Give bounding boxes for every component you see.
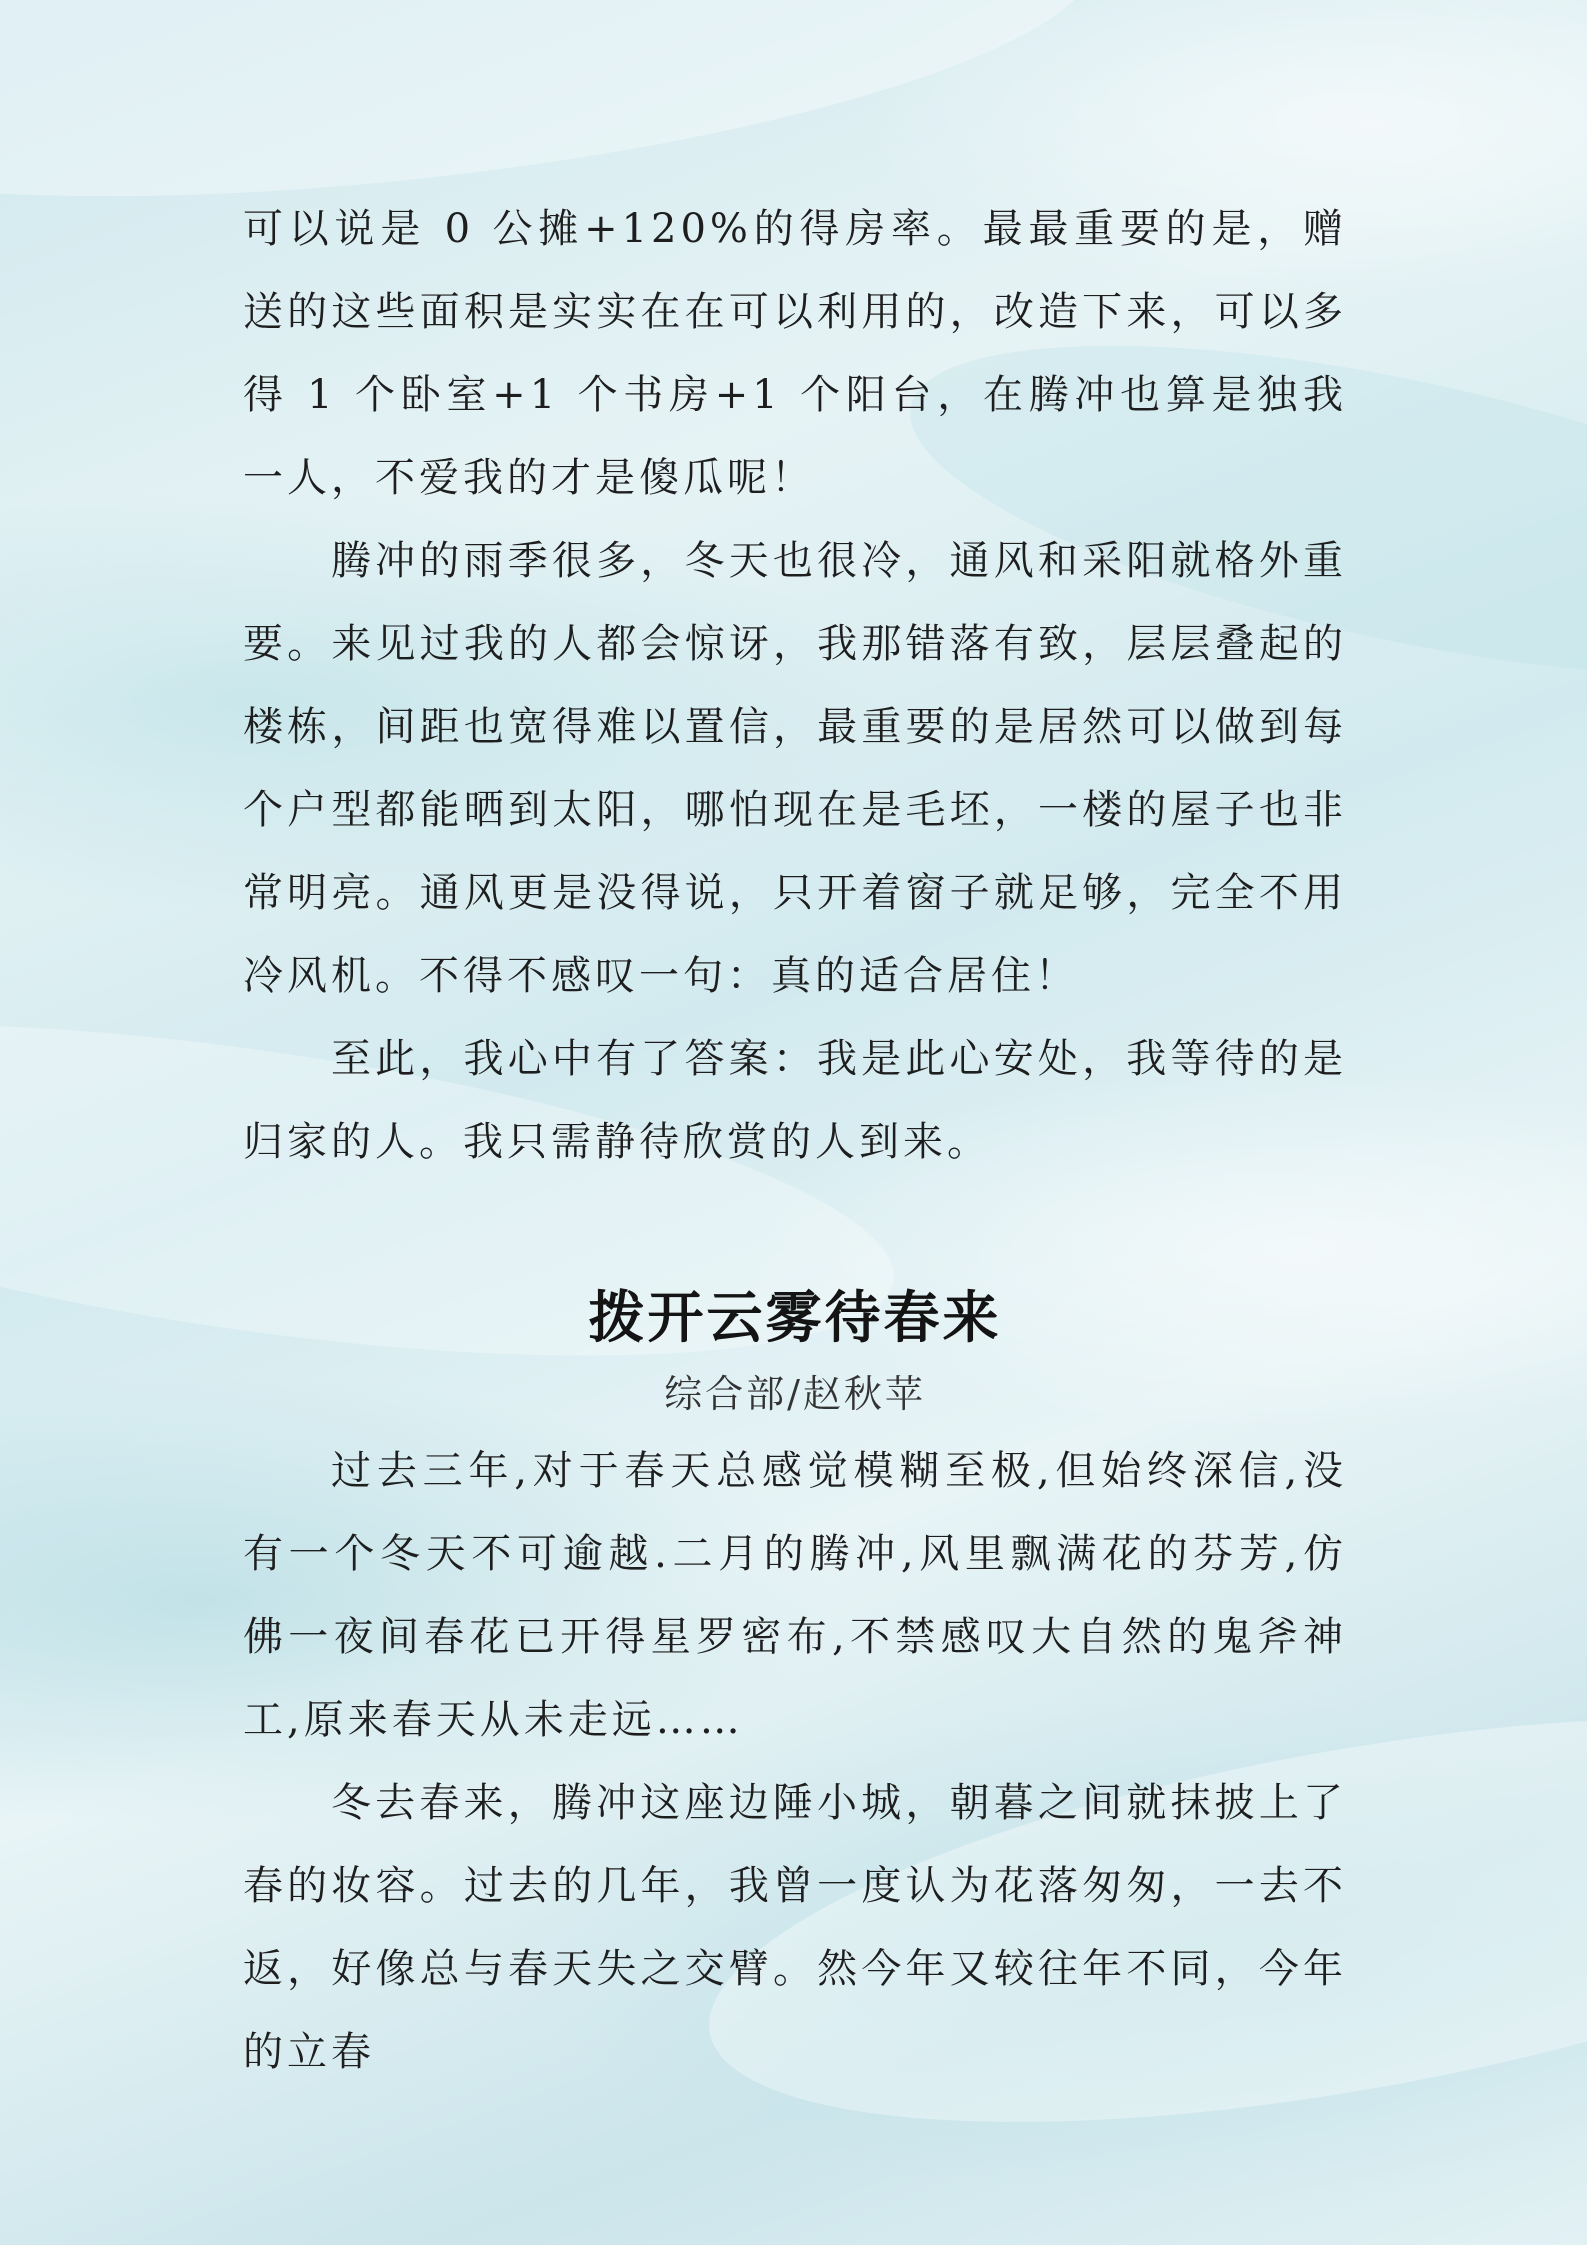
paragraph: 至此，我心中有了答案：我是此心安处，我等待的是归家的人。我只需静待欣赏的人到来。	[243, 1036, 1347, 1165]
paragraph: 过去三年,对于春天总感觉模糊至极,但始终深信,没有一个冬天不可逾越.二月的腾冲,风里飘满花的芬芳,仿佛一夜间春花已开得星罗密布,不禁感叹大自然的鬼斧神工,原来春天从未走远……	[243, 1448, 1347, 1743]
paragraph: 腾冲的雨季很多，冬天也很冷，通风和采阳就格外重要。来见过我的人都会惊讶，我那错落有致，层层叠起的楼栋，间距也宽得难以置信，最重要的是居然可以做到每个户型都能晒到太阳，哪怕现在是毛坯，一楼的屋子也非常明亮。通风更是没得说，只开着窗子就足够，完全不用冷风机。不得不感叹一句：真的适合居住！	[243, 538, 1347, 999]
paragraph: 可以说是 0 公摊+120%的得房率。最最重要的是，赠送的这些面积是实实在在可以利用的，改造下来，可以多得 1 个卧室+1 个书房+1 个阳台，在腾冲也算是独我一人，不爱我的才是傻瓜呢！	[243, 206, 1347, 501]
page-content	[243, 188, 1347, 2094]
article-body	[243, 1430, 1347, 2094]
paragraph: 冬去春来，腾冲这座边陲小城，朝暮之间就抹披上了春的妆容。过去的几年，我曾一度认为花落匆匆，一去不返，好像总与春天失之交臂。然今年又较往年不同，今年的立春	[243, 1780, 1347, 2075]
article-byline: 综合部/赵秋苹	[664, 1372, 926, 1416]
article-title: 拨开云雾待春来	[588, 1286, 1002, 1351]
